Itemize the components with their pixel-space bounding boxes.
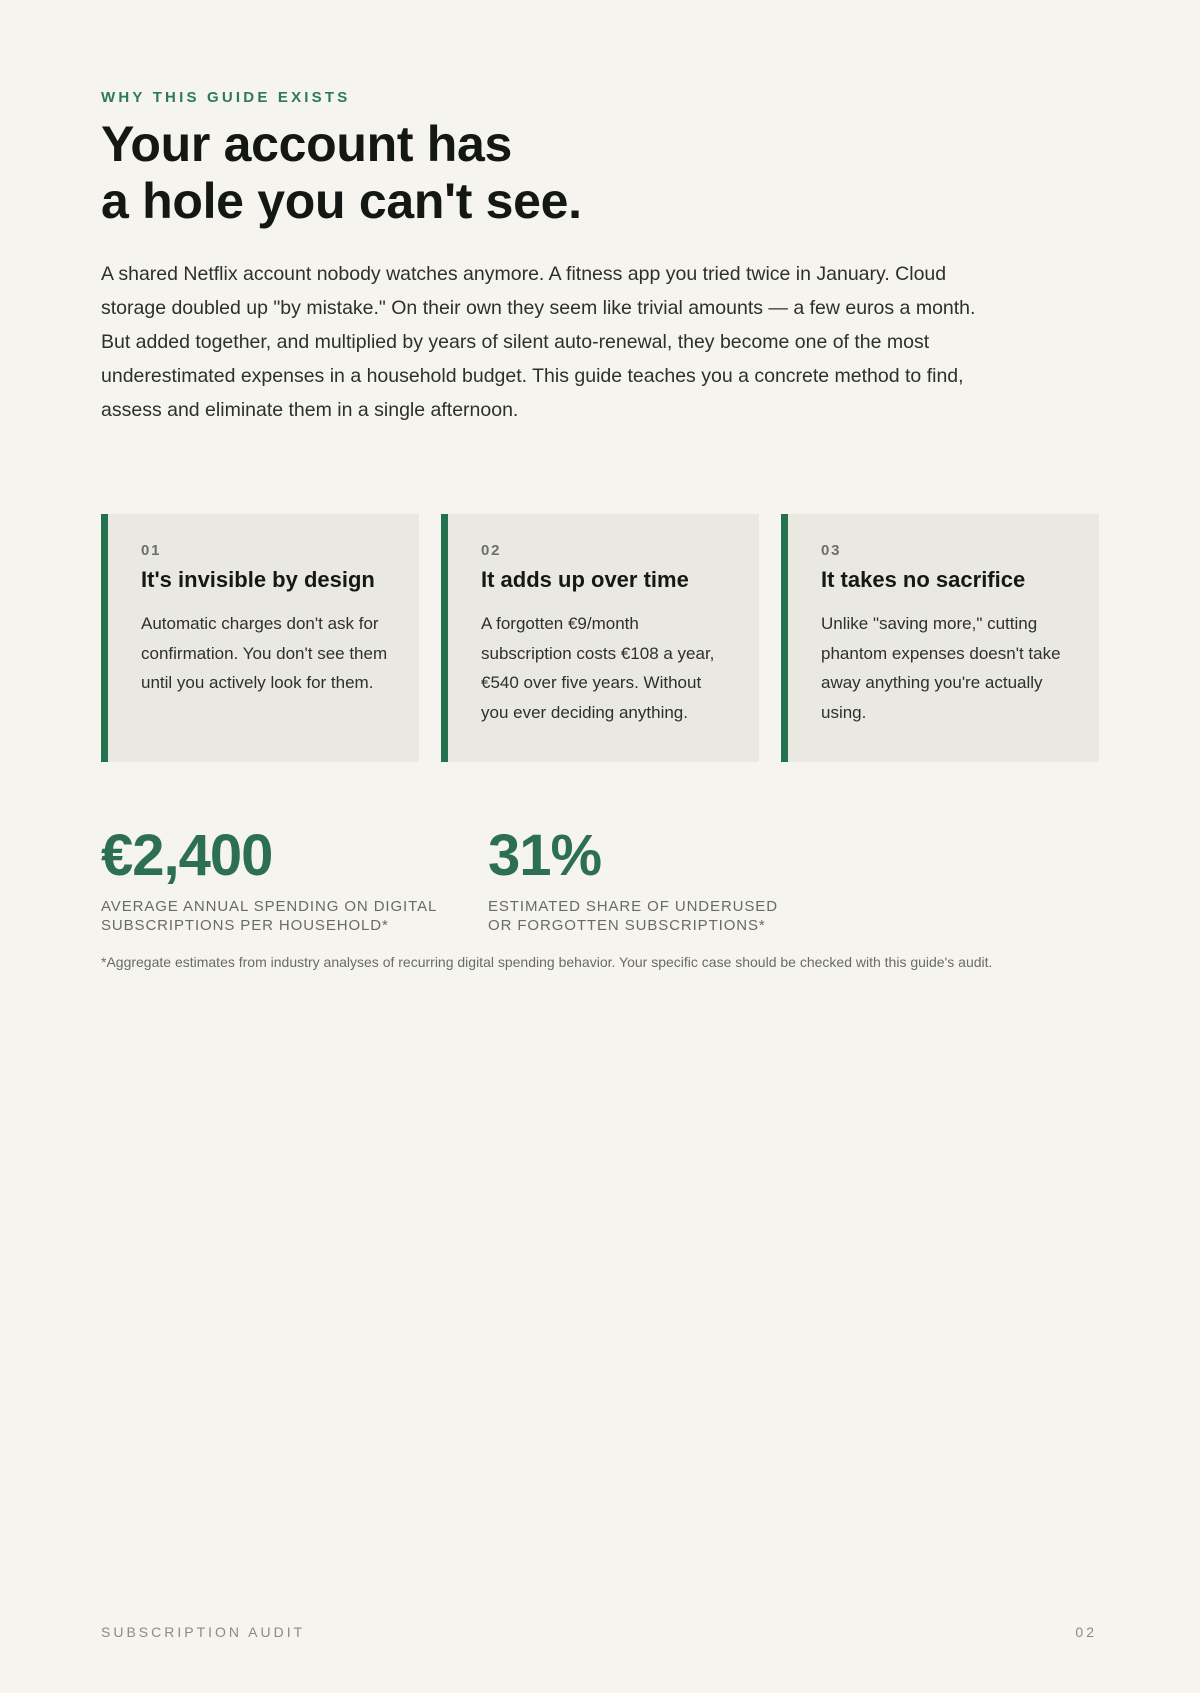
card-title: It's invisible by design — [141, 567, 375, 592]
card-body: Automatic charges don't ask for confirmation. You don't see them until you actively look for them. — [141, 614, 388, 692]
section-eyebrow: WHY THIS GUIDE EXISTS — [101, 89, 351, 106]
stat-annual-spending — [101, 824, 451, 935]
card-title: It takes no sacrifice — [821, 567, 1026, 592]
card-number: 01 — [141, 542, 162, 559]
stat-value: 31% — [488, 823, 602, 888]
stat-label-line: OR FORGOTTEN SUBSCRIPTIONS* — [488, 916, 766, 934]
page-title — [101, 116, 582, 230]
stat-label-line: AVERAGE ANNUAL SPENDING ON DIGITAL — [101, 898, 438, 915]
stat-label-line: ESTIMATED SHARE OF UNDERUSED — [488, 898, 778, 915]
reason-cards — [101, 514, 1099, 762]
stat-forgotten-share — [488, 824, 838, 935]
reason-card — [101, 514, 419, 762]
stat-label — [101, 898, 451, 935]
card-number: 02 — [481, 542, 502, 559]
page-title-line-2: a hole you can't see. — [101, 173, 582, 229]
card-body: Unlike "saving more," cutting phantom expenses doesn't take away anything you're actually using. — [821, 614, 1061, 722]
reason-card — [441, 514, 759, 762]
reason-card — [781, 514, 1099, 762]
stat-value: €2,400 — [101, 823, 273, 888]
footer-page-number: 02 — [1075, 1624, 1097, 1640]
stat-label — [488, 898, 838, 935]
footer-document-title: SUBSCRIPTION AUDIT — [101, 1624, 306, 1640]
card-body: A forgotten €9/month subscription costs €108 a year, €540 over five years. Without you ever deciding anything. — [481, 614, 715, 722]
footnote: *Aggregate estimates from industry analyses of recurring digital spending behavior. Your specific case should be checked with this guide's audit. — [101, 954, 993, 970]
card-number: 03 — [821, 542, 842, 559]
page-title-line-1: Your account has — [101, 116, 513, 172]
card-title: It adds up over time — [481, 567, 689, 592]
stat-label-line: SUBSCRIPTIONS PER HOUSEHOLD* — [101, 916, 389, 934]
intro-paragraph: A shared Netflix account nobody watches anymore. A fitness app you tried twice in January. Cloud storage doubled up "by mistake." On their own they seem like trivial amounts — a few euros a month. But added together, and multiplied by years of silent auto-renewal, they become one of the most underestimated expenses in a household budget. This guide teaches you a concrete method to find, assess and eliminate them in a single afternoon. — [101, 263, 976, 421]
